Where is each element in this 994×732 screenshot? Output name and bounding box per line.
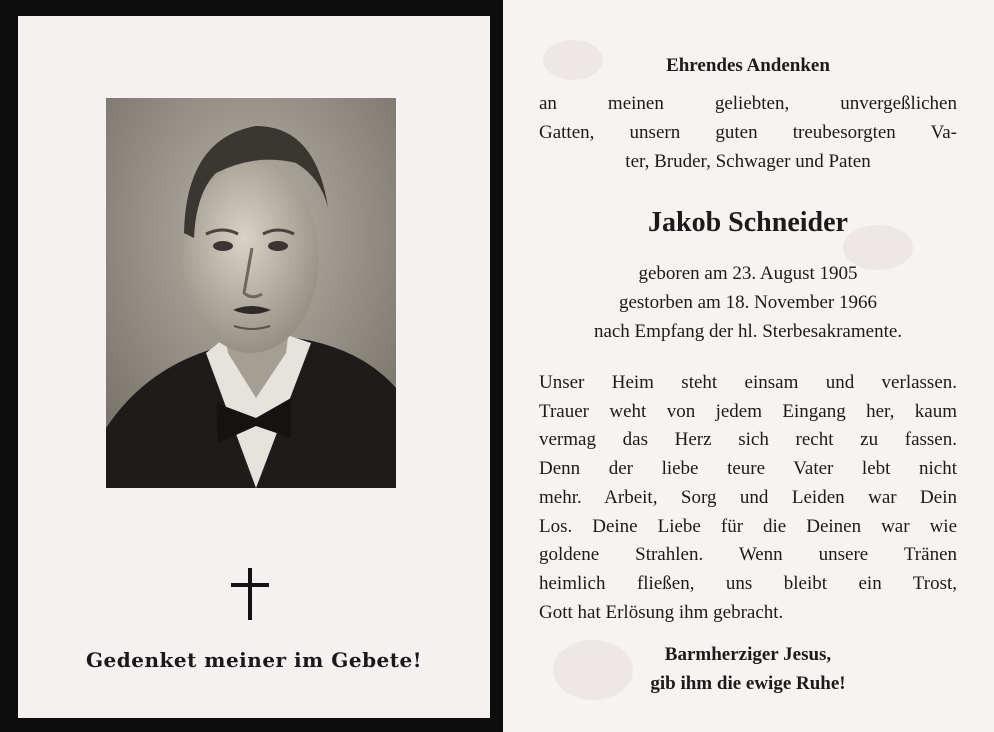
memorial-caption: Gedenket meiner im Gebete!: [85, 648, 423, 672]
intro-line: Gatten, unsern guten treubesorgten Va-: [539, 122, 957, 143]
cross-icon: [229, 568, 271, 620]
sacrament-line: nach Empfang der hl. Sterbesakramente.: [593, 321, 903, 342]
heading: Ehrendes Andenken: [666, 55, 830, 76]
poem-line: Denn der liebe teure Vater lebt nicht: [539, 458, 957, 479]
poem-line: Trauer weht von jedem Eingang her, kaum: [539, 401, 957, 422]
poem-line: heimlich fließen, uns bleibt ein Trost,: [539, 573, 957, 594]
poem-line: Unser Heim steht einsam und verlassen.: [539, 372, 957, 393]
intro-line: ter, Bruder, Schwager und Paten: [625, 151, 871, 172]
closing-line: gib ihm die ewige Ruhe!: [650, 673, 846, 694]
intro-line: an meinen geliebten, unvergeßlichen: [539, 93, 957, 114]
deceased-name: Jakob Schneider: [648, 207, 848, 238]
poem-line: Los. Deine Liebe für die Deinen war wie: [539, 516, 957, 537]
poem-line: vermag das Herz sich recht zu fassen.: [539, 429, 957, 450]
poem-line: goldene Strahlen. Wenn unsere Tränen: [539, 544, 957, 565]
portrait-photo: [106, 98, 396, 488]
closing-line: Barmherziger Jesus,: [664, 644, 832, 665]
right-card: [503, 0, 994, 732]
poem-line: mehr. Arbeit, Sorg und Leiden war Dein: [539, 487, 957, 508]
death-date-line: gestorben am 18. November 1966: [618, 292, 878, 313]
birth-date-line: geboren am 23. August 1905: [638, 263, 858, 284]
poem-line: Gott hat Erlösung ihm gebracht.: [539, 602, 784, 623]
portrait-illustration: [106, 98, 396, 488]
